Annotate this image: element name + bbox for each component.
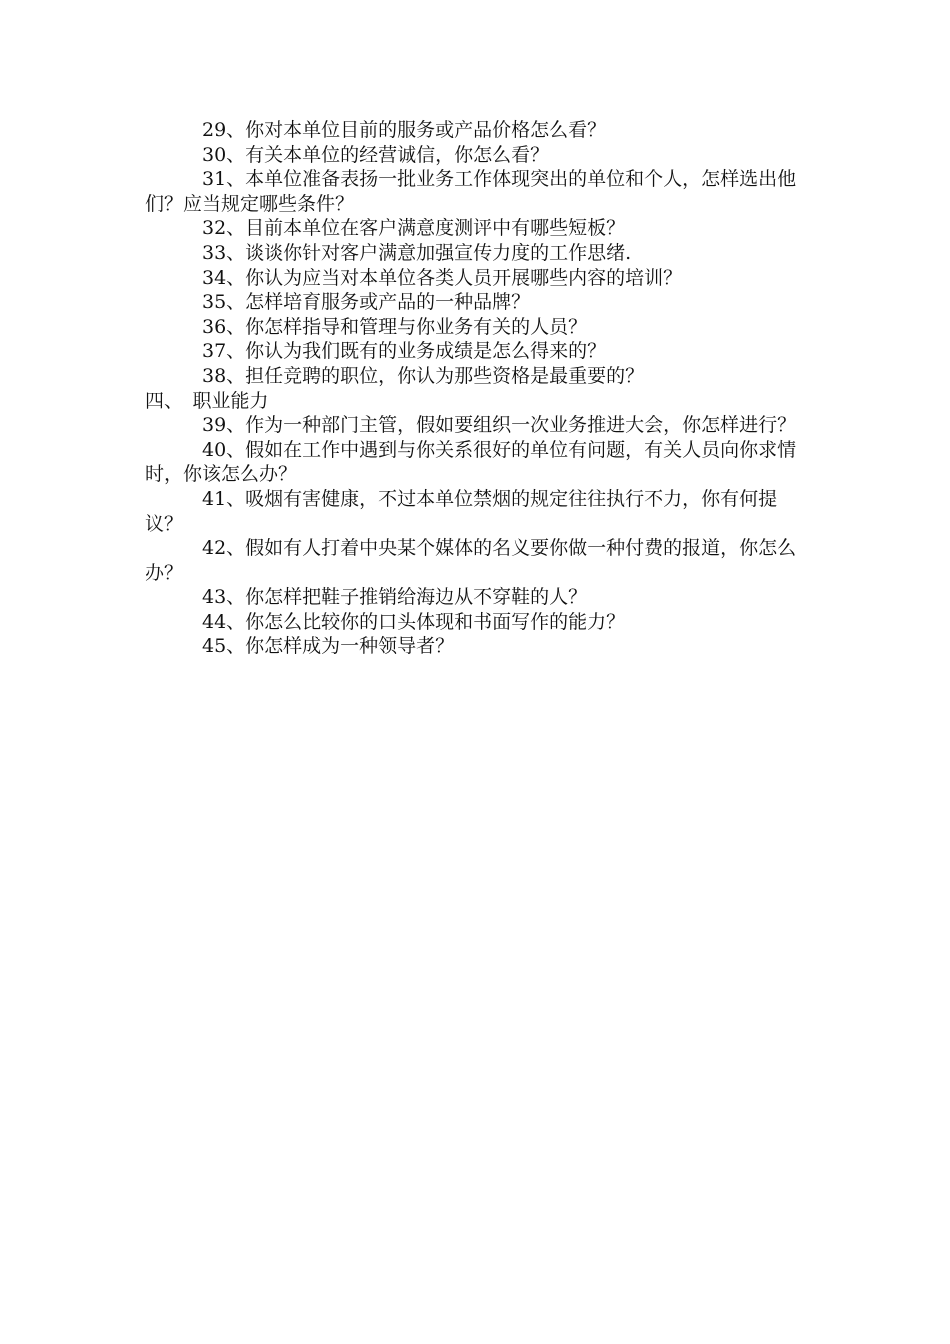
question-36: 36、你怎样指导和管理与你业务有关的人员？ [202, 315, 588, 338]
question-41: 41、吸烟有害健康，不过本单位禁烟的规定往往执行不力，你有何提议？ [145, 487, 778, 535]
question-30: 30、有关本单位的经营诚信，你怎么看？ [202, 143, 550, 166]
question-37: 37、你认为我们既有的业务成绩是怎么得来的？ [202, 340, 607, 363]
question-38: 38、担任竞聘的职位，你认为那些资格是最重要的？ [202, 364, 645, 387]
question-29: 29、你对本单位目前的服务或产品价格怎么看？ [202, 119, 607, 141]
question-44: 44、你怎么比较你的口头体现和书面写作的能力？ [202, 610, 626, 633]
document-body [145, 118, 805, 659]
question-42: 42、假如有人打着中央某个媒体的名义要你做一种付费的报道，你怎么办？ [145, 537, 797, 584]
section-heading: 四、 职业能力 [145, 389, 269, 412]
question-35: 35、怎样培育服务或产品的一种品牌？ [202, 291, 531, 314]
question-33: 33、谈谈你针对客户满意加强宣传力度的工作思绪. [202, 241, 632, 264]
question-40: 40、假如在工作中遇到与你关系很好的单位有问题，有关人员向你求情时，你该怎么办？ [145, 438, 797, 486]
question-39: 39、作为一种部门主管，假如要组织一次业务推进大会，你怎样进行？ [202, 414, 797, 437]
question-43: 43、你怎样把鞋子推销给海边从不穿鞋的人？ [202, 586, 588, 609]
question-32: 32、目前本单位在客户满意度测评中有哪些短板？ [202, 217, 626, 240]
question-31: 31、本单位准备表扬一批业务工作体现突出的单位和个人，怎样选出他们？应当规定哪些条件？ [145, 168, 797, 215]
question-45: 45、你怎样成为一种领导者？ [202, 635, 455, 658]
question-34: 34、你认为应当对本单位各类人员开展哪些内容的培训？ [202, 266, 683, 289]
